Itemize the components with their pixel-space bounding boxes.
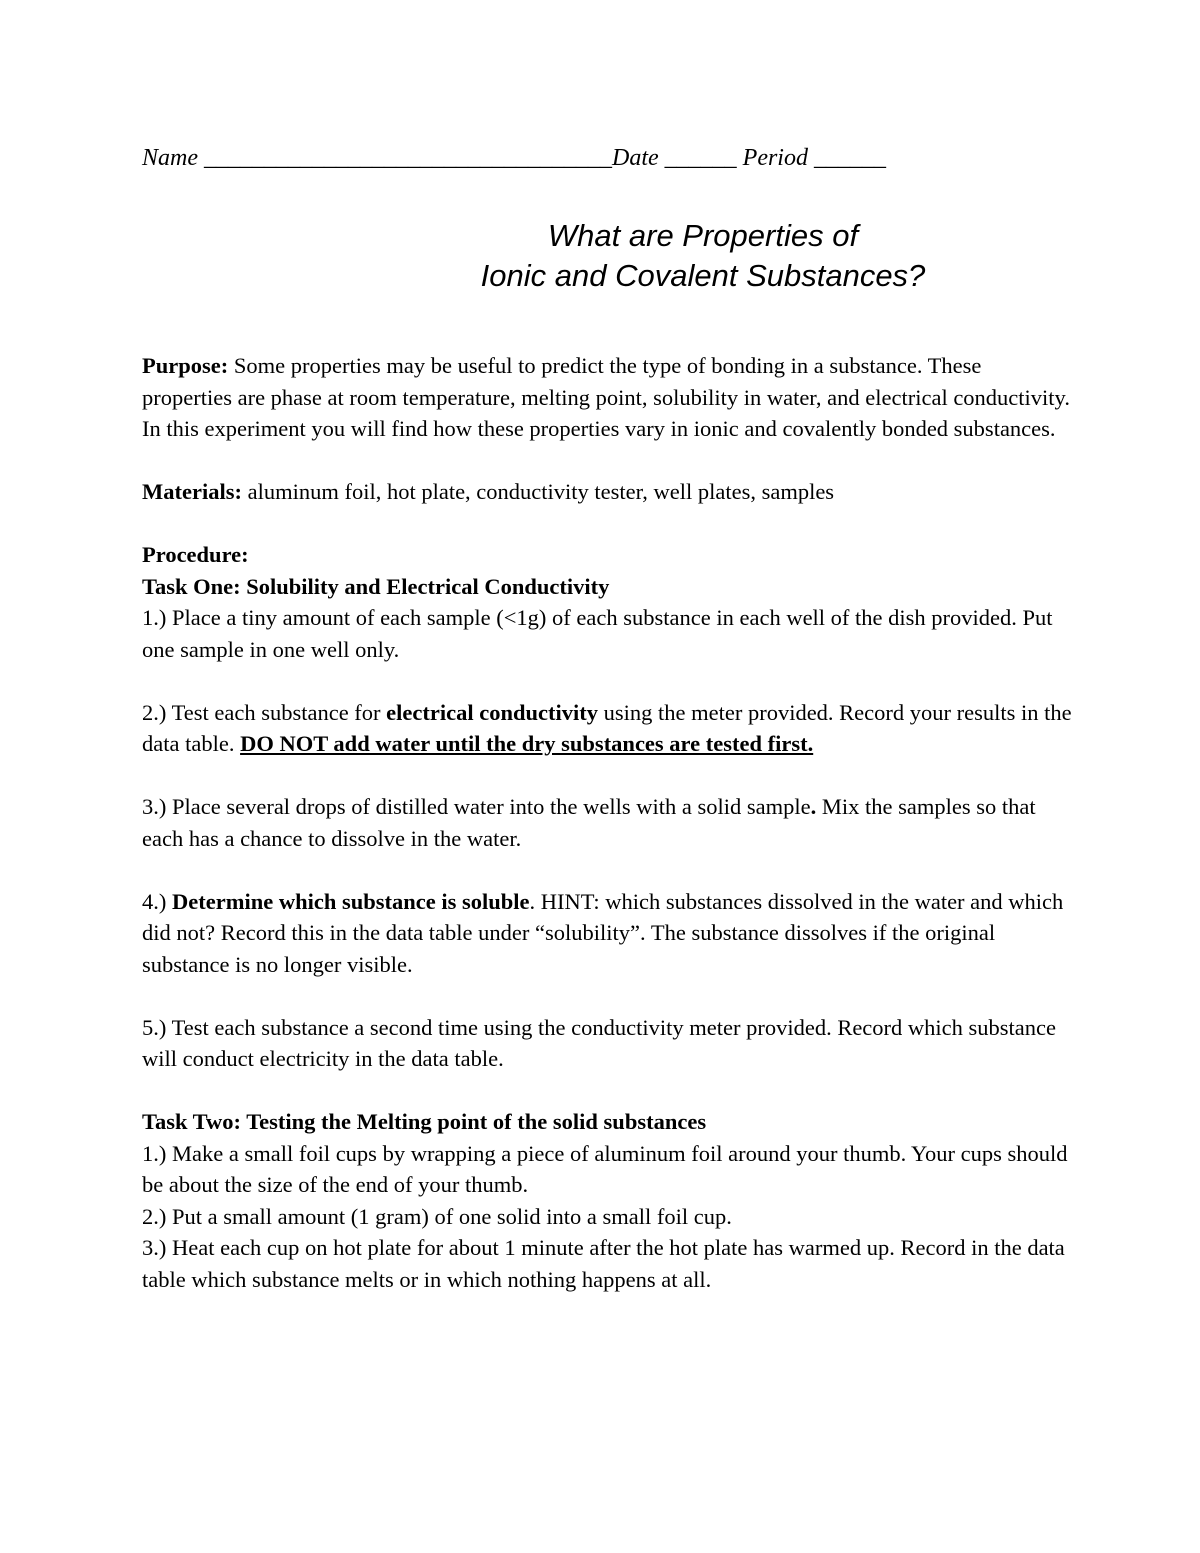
task-two-step-2: 2.) Put a small amount (1 gram) of one solid into a small foil cup. (142, 1203, 732, 1229)
task-one-heading: Task One: Solubility and Electrical Conductivity (142, 573, 610, 599)
step-4-text-a: 4.) (142, 888, 172, 914)
materials-text: aluminum foil, hot plate, conductivity tester, well plates, samples (247, 479, 835, 504)
task-one-step-3 (142, 791, 1072, 854)
purpose-label: Purpose: (142, 353, 229, 378)
purpose-text: Some properties may be useful to predict the type of bonding in a substance. These properties are phase at room temperature, melting point, solubility in water, and electrical conductivity. In this experiment you will find how these properties vary in ionic and covalently bonded substances. (142, 353, 1070, 441)
purpose-section (142, 350, 1072, 445)
task-two-step-3: 3.) Heat each cup on hot plate for about 1 minute after the hot plate has warmed up. Record in the data table which substance melts or in which nothing happens at all. (142, 1235, 1065, 1292)
task-two-heading: Task Two: Testing the Melting point of the solid substances (142, 1109, 707, 1134)
task-one-step-1: 1.) Place a tiny amount of each sample (<1g) of each substance in each well of the dish provided. Put one sample in one well only. (142, 605, 1053, 662)
title-line-1: What are Properties of (547, 218, 859, 253)
step-3-text-a: 3.) Place several drops of distilled water into the wells with a solid sample (142, 794, 811, 819)
materials-section (142, 476, 1072, 508)
task-one-step-4 (142, 886, 1072, 981)
step-2-text-b: using the meter provided. Record your results in the data table. (142, 699, 1072, 756)
materials-label: Materials: (142, 479, 242, 504)
step-2-text-a: 2.) Test each substance for (142, 699, 387, 725)
document-body (142, 350, 1072, 1295)
step-4-bold: Determine which substance is soluble (172, 888, 530, 914)
date-blank: ______ (664, 145, 737, 171)
step-4-text-b: . HINT: which substances dissolved in the water and which did not? Record this in the data table under “solubility”. The substance dissolves if the original substance is no longer visible. (142, 888, 1064, 977)
task-two-step-1: 1.) Make a small foil cups by wrapping a piece of aluminum foil around your thumb. Your cups should be about the size of the end of your thumb. (142, 1140, 1068, 1197)
date-label: Date (612, 145, 659, 171)
step-3-bold: . (810, 794, 817, 819)
step-2-warning: DO NOT add water until the dry substances are tested first. (240, 731, 814, 756)
step-3-text-b: Mix the samples so that each has a chance to dissolve in the water. (142, 794, 1036, 851)
name-label: Name (142, 145, 198, 171)
task-one-step-5: 5.) Test each substance a second time using the conductivity meter provided. Record which substance will conduct electricity in the data table. (142, 1014, 1056, 1071)
task-one-step-2 (142, 697, 1072, 760)
name-blank: __________________________________ (204, 145, 612, 171)
period-label: Period (742, 145, 808, 171)
step-2-bold: electrical conductivity (386, 699, 598, 725)
period-blank: ______ (813, 145, 886, 171)
procedure-heading: Procedure: (142, 542, 249, 567)
title-line-2: Ionic and Covalent Substances? (480, 258, 926, 293)
student-info-line (142, 143, 886, 173)
